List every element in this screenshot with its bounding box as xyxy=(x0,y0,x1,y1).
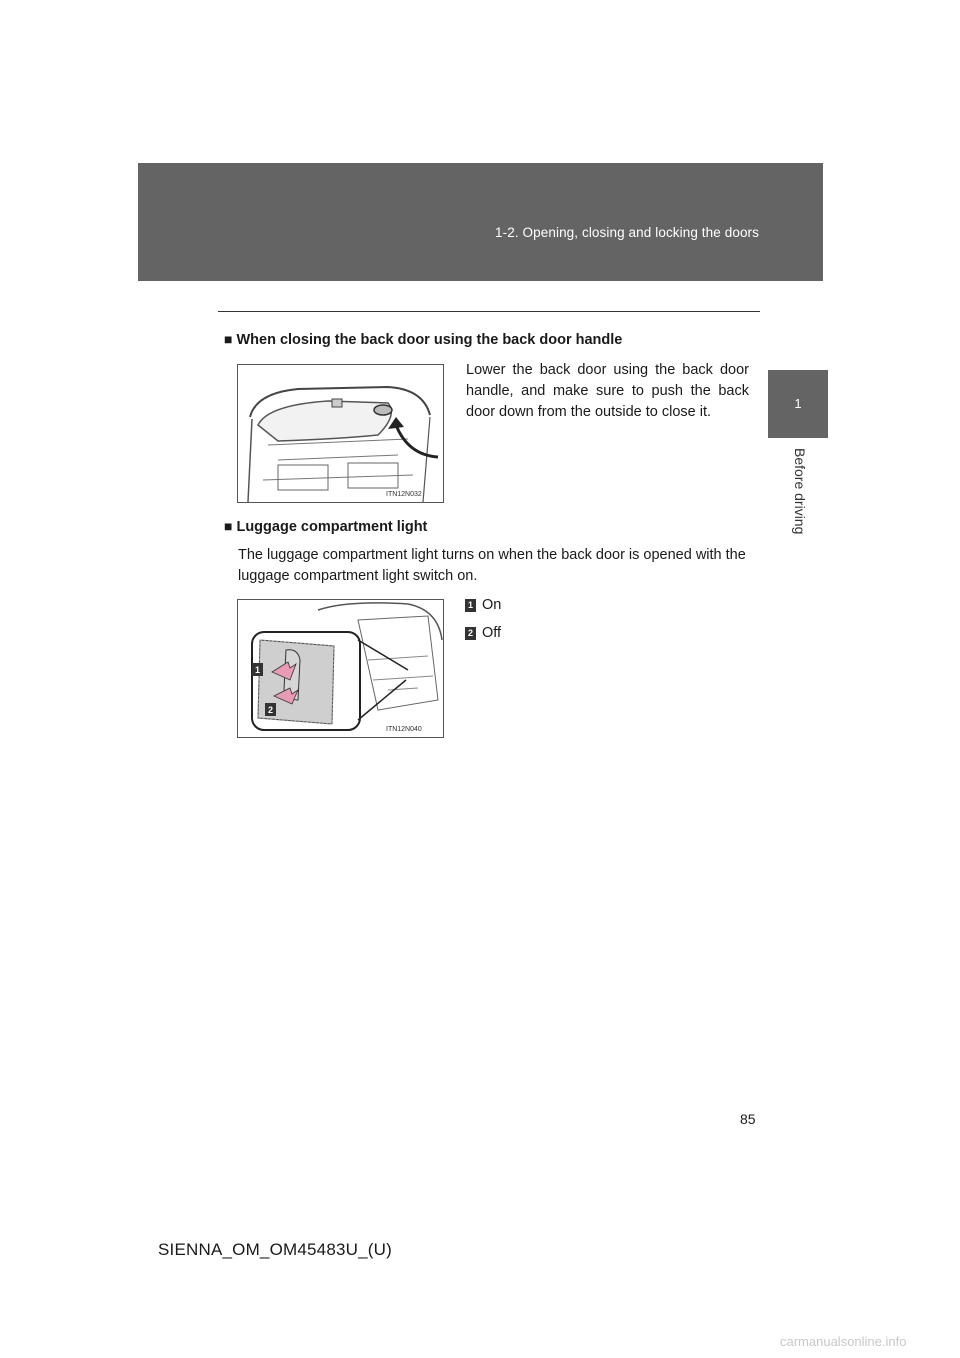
legend-on: 1 On xyxy=(465,597,501,613)
legend-off: 2 Off xyxy=(465,625,501,641)
figure-luggage-light xyxy=(237,599,444,738)
number-2-icon: 2 xyxy=(465,627,476,640)
header-band xyxy=(138,163,823,281)
figure-code: ITN12N032 xyxy=(386,491,422,498)
svg-text:2: 2 xyxy=(267,705,274,715)
page-number: 85 xyxy=(740,1111,756,1127)
luggage-light-illustration xyxy=(238,600,443,737)
back-door-instructions: Lower the back door using the back door handle, and make sure to push the back door down from the outside to close it. xyxy=(466,362,749,420)
figure-back-door xyxy=(237,364,444,503)
watermark: carmanualsonline.info xyxy=(780,1334,907,1349)
section-title: 1-2. Opening, closing and locking the doors xyxy=(495,225,759,240)
figure-code: ITN12N040 xyxy=(386,726,422,733)
heading-luggage-light: ■ Luggage compartment light xyxy=(224,518,428,535)
chapter-label: Before driving xyxy=(792,448,808,535)
svg-text:1: 1 xyxy=(254,665,261,675)
bullet-square-icon: ■ xyxy=(224,331,233,347)
heading-back-door-handle: ■ When closing the back door using the back door handle xyxy=(224,331,623,348)
bullet-square-icon: ■ xyxy=(224,518,233,534)
divider xyxy=(218,311,760,312)
document-id: SIENNA_OM_OM45483U_(U) xyxy=(158,1240,392,1259)
number-1-icon: 1 xyxy=(465,599,476,612)
chapter-tab[interactable] xyxy=(768,370,828,438)
chapter-number: 1 xyxy=(794,396,802,411)
back-door-illustration xyxy=(238,365,443,502)
luggage-light-description: The luggage compartment light turns on when the back door is opened with the luggage compartment light switch on. xyxy=(238,547,746,584)
